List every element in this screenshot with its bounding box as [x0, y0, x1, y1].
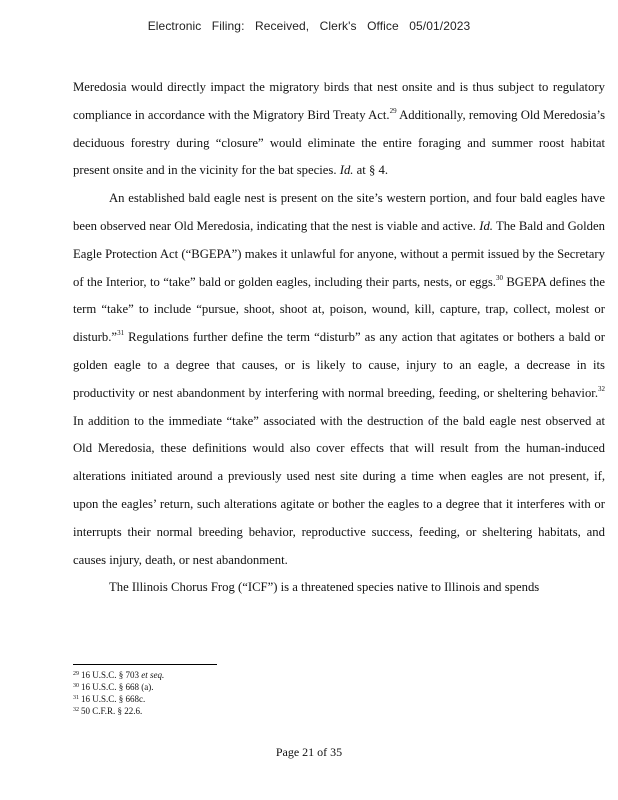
footnote-ref-32: 32 — [598, 384, 605, 393]
footnote-29: $^{29}$ 16 U.S.C. § 703 et seq. — [73, 670, 165, 680]
footnotes — [73, 669, 573, 717]
paragraph-chorus-frog: The Illinois Chorus Frog (“ICF”) is a threatened species native to Illinois and spends — [109, 580, 540, 595]
footnote-ref-30: 30 — [495, 273, 503, 282]
citation-id: Id. — [339, 163, 354, 178]
page-number: Page 21 of 35 — [275, 745, 343, 759]
footnote-divider — [73, 664, 217, 665]
document-body — [73, 74, 605, 602]
footnote-ref-29: 29 — [389, 106, 397, 115]
citation-id: Id. — [479, 218, 493, 233]
footnote-ref-31: 31 — [117, 329, 125, 338]
footnote-32: $^{32}$ 50 C.F.R. § 22.6. — [73, 706, 143, 716]
paragraph-bald-eagle: An established bald eagle nest is present on the site’s western portion, and four bald eagles have been observed near Old Meredosia, indicating that the nest is viable and active. Id. The Bald and Golden Eagle Protection Act (“BGEPA”) makes it unlawful for anyone, without a permit issued by the Secretary of the Interior, to “take” bald or golden eagles, including their parts, nests, or eggs.$^{30}$ BGEPA defines the term “take” to include “pursue, shoot, shoot at, poison, wound, kill, capture, trap, collect, molest or disturb.”$^{31}$ Regulations further define the term “disturb” as any action that agitates or bothers a bald or golden eagle to a degree that causes, or is likely to cause, injury to an eagle, a decrease in its productivity or nest abandonment by interfering with normal breeding, feeding, or sheltering behavior.$^{32}$ In addition to the immediate “take” associated with the destruction of the bald eagle nest observed at Old Meredosia, these definitions would also cover effects that will result from the human-induced alterations initiated around a previously used nest site during a time when eagles are not present, if, upon the eagles’ return, such alterations agitate or bother the eagles to a degree that it interferes with or interrupts their normal breeding behavior, reproductive success, feeding, or sheltering habitats, and causes injury, death, or nest abandonment. — [73, 191, 605, 567]
footnote-30: $^{30}$ 16 U.S.C. § 668 (a). — [73, 682, 154, 692]
footnote-31: $^{31}$ 16 U.S.C. § 668c. — [73, 694, 146, 704]
filing-stamp-header: Electronic Filing: Received, Clerk's Office 05/01/2023 — [147, 19, 471, 33]
paragraph-migratory-birds: Meredosia would directly impact the migratory birds that nest onsite and is thus subject to regulatory compliance in accordance with the Migratory Bird Treaty Act.$^{29}$ Additionally, removing Old Meredosia’s deciduous forestry during “closure” would eliminate the entire foraging and summer roost habitat present onsite and in the vicinity for the bat species. Id. at § 4. — [73, 80, 606, 178]
